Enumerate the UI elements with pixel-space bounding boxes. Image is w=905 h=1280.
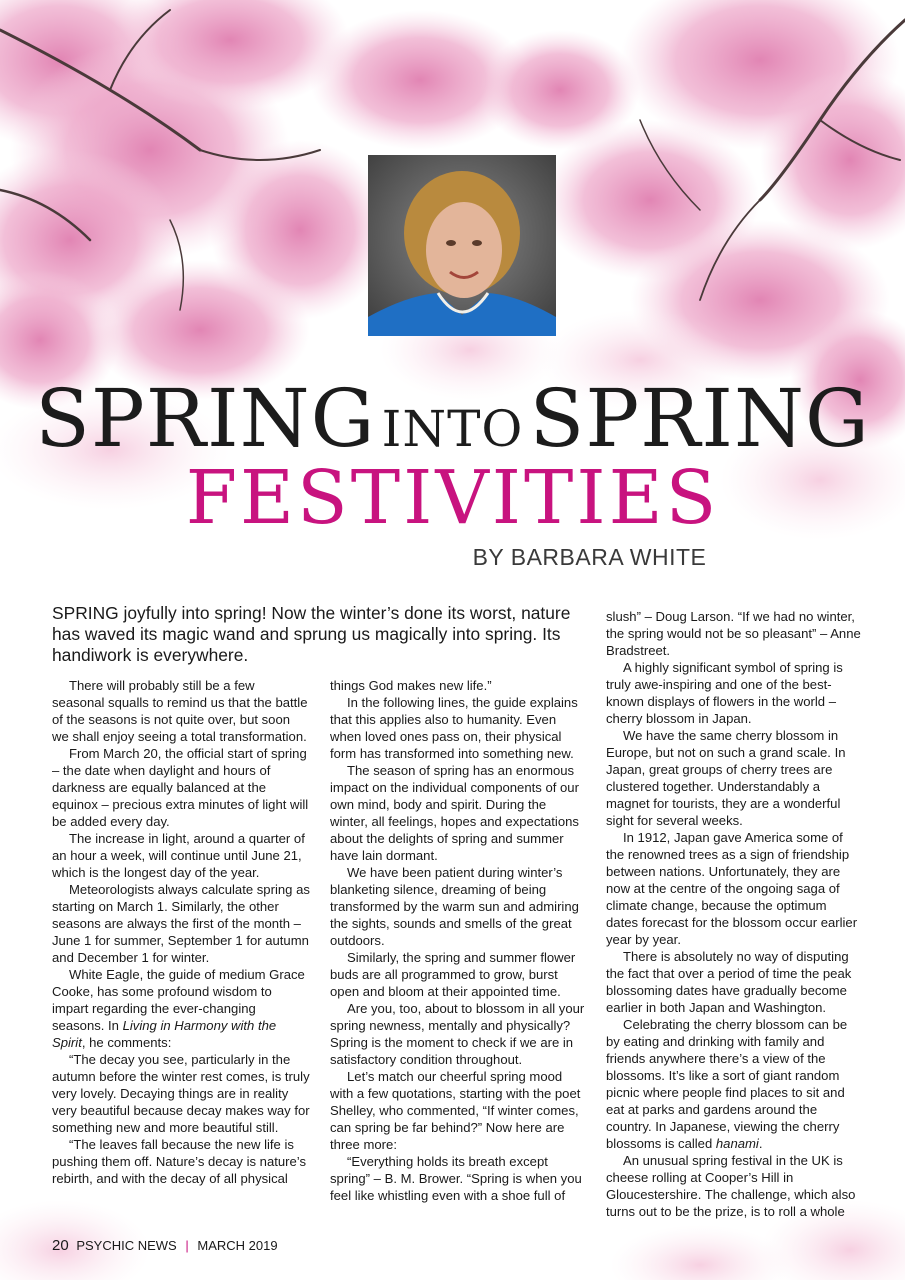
byline: [0, 544, 905, 571]
headline-word-into: INTO: [381, 400, 524, 458]
paragraph: Similarly, the spring and summer flower buds are all programmed to grow, burst open and bloom at their appointed time.: [330, 950, 576, 999]
paragraph: [606, 1016, 861, 1152]
paragraph: “The decay you see, particularly in the autumn before the winter rest comes, is truly very lovely. Decaying things are in reality very beautiful because decay makes way for something new and more beautiful still.: [52, 1052, 310, 1135]
issue-date: MARCH 2019: [197, 1238, 278, 1253]
japanese-term: hanami: [715, 1136, 759, 1151]
paragraph: “Everything holds its breath except spring” – B. M. Brower. “Spring is when you feel like whistling even with a shoe full of: [330, 1154, 582, 1203]
headline-word-spring-2: SPRING: [529, 372, 870, 465]
paragraph: Meteorologists always calculate spring as starting on March 1. Similarly, the other seasons are always the first of the month – June 1 for summer, September 1 for autumn and December 1 for winter.: [52, 882, 310, 965]
paragraph: An unusual spring festival in the UK is cheese rolling at Cooper’s Hill in Gloucestershire. The challenge, which also turns out to be the prize, is to roll a whole: [606, 1153, 856, 1219]
paragraph: [52, 966, 310, 1051]
paragraph: slush” – Doug Larson. “If we had no winter, the spring would not be so pleasant” – Anne Bradstreet.: [606, 609, 861, 658]
paragraph: Are you, too, about to blossom in all your spring newness, mentally and physically? Spring is the moment to check if we are in satisfactory condition throughout.: [330, 1001, 585, 1067]
paragraph: We have been patient during winter’s blanketing silence, dreaming of being transformed by the warm sun and admiring the sights, sounds and smells of the great outdoors.: [330, 865, 579, 948]
page-number: 20: [52, 1237, 69, 1254]
paragraph: There is absolutely no way of disputing the fact that over a period of time the peak blossoming dates have gradually become earlier in both Japan and Washington.: [606, 949, 852, 1015]
paragraph-text: White Eagle, the guide of medium Grace Cooke, has some profound wisdom to impart regarding the ever-changing seasons. In: [52, 967, 305, 1033]
paragraph-text: Celebrating the cherry blossom can be by eating and drinking with family and friends anywhere there’s a view of the blossoms. It’s like a sort of giant random picnic where people find places to sit and eat at parks and gardens around the country. In Japanese, viewing the cherry blossoms is called: [606, 1017, 848, 1151]
paragraph: A highly significant symbol of spring is truly awe-inspiring and one of the best-known displays of flowers in the world – cherry blossom in Japan.: [606, 660, 843, 726]
book-title: Living in Harmony with the Spirit: [52, 1018, 277, 1050]
paragraph: There will probably still be a few seasonal squalls to remind us that the battle of the seasons is not quite over, but soon we shall enjoy seeing a total transformation.: [52, 678, 308, 744]
footer-separator: |: [185, 1238, 189, 1253]
paragraph: In 1912, Japan gave America some of the renowned trees as a sign of friendship between nations. Unfortunately, they are now at the centre of the ongoing saga of climate change, because the optimum dates forecast for the blossom occur earlier year by year.: [606, 830, 858, 947]
standfirst: SPRING joyfully into spring! Now the winter’s done its worst, nature has waved its magic wand and sprung us magically into spring. Its handiwork is everywhere.: [52, 603, 571, 665]
article-column-1: [52, 677, 310, 1222]
paragraph: In the following lines, the guide explains that this applies also to humanity. Even when loved ones pass on, their physical form has transformed into something new.: [330, 695, 578, 761]
headline-line-2: FESTIVITIES: [185, 455, 720, 541]
paragraph-text: .: [758, 1136, 763, 1151]
publication-name: PSYCHIC NEWS: [76, 1238, 177, 1253]
article-column-2: [330, 677, 586, 1222]
page-footer: [52, 1237, 278, 1254]
byline-text: BY BARBARA WHITE: [472, 544, 707, 570]
paragraph: “The leaves fall because the new life is pushing them off. Nature’s decay is nature’s rebirth, and with the decay of all physical: [52, 1137, 307, 1186]
author-portrait: [368, 155, 556, 336]
headline-word-spring-1: SPRING: [35, 372, 376, 465]
paragraph: Let’s match our cheerful spring mood with a few quotations, starting with the poet Shelley, who commented, “If winter comes, can spring be far behind?” Now here are three more:: [330, 1069, 581, 1152]
paragraph: The increase in light, around a quarter of an hour a week, will continue until June 21, which is the longest day of the year.: [52, 831, 305, 880]
paragraph: things God makes new life.”: [330, 678, 492, 693]
paragraph: From March 20, the official start of spring – the date when daylight and hours of darkness are equally balanced at the equinox – precious extra minutes of light will be added every day.: [52, 746, 309, 829]
paragraph-text: , he comments:: [81, 1035, 172, 1050]
article-column-3: [606, 608, 861, 1222]
paragraph: We have the same cherry blossom in Europe, but not on such a grand scale. In Japan, great groups of cherry trees are clustered together. Understandably a magnet for tourists, they are a wonderful sight for several weeks.: [606, 728, 846, 828]
paragraph: The season of spring has an enormous impact on the individual components of our own mind, body and spirit. During the winter, all feelings, hopes and expectations about the delights of spring and summer have lain dormant.: [330, 763, 579, 863]
headline-line-1: [0, 372, 905, 465]
